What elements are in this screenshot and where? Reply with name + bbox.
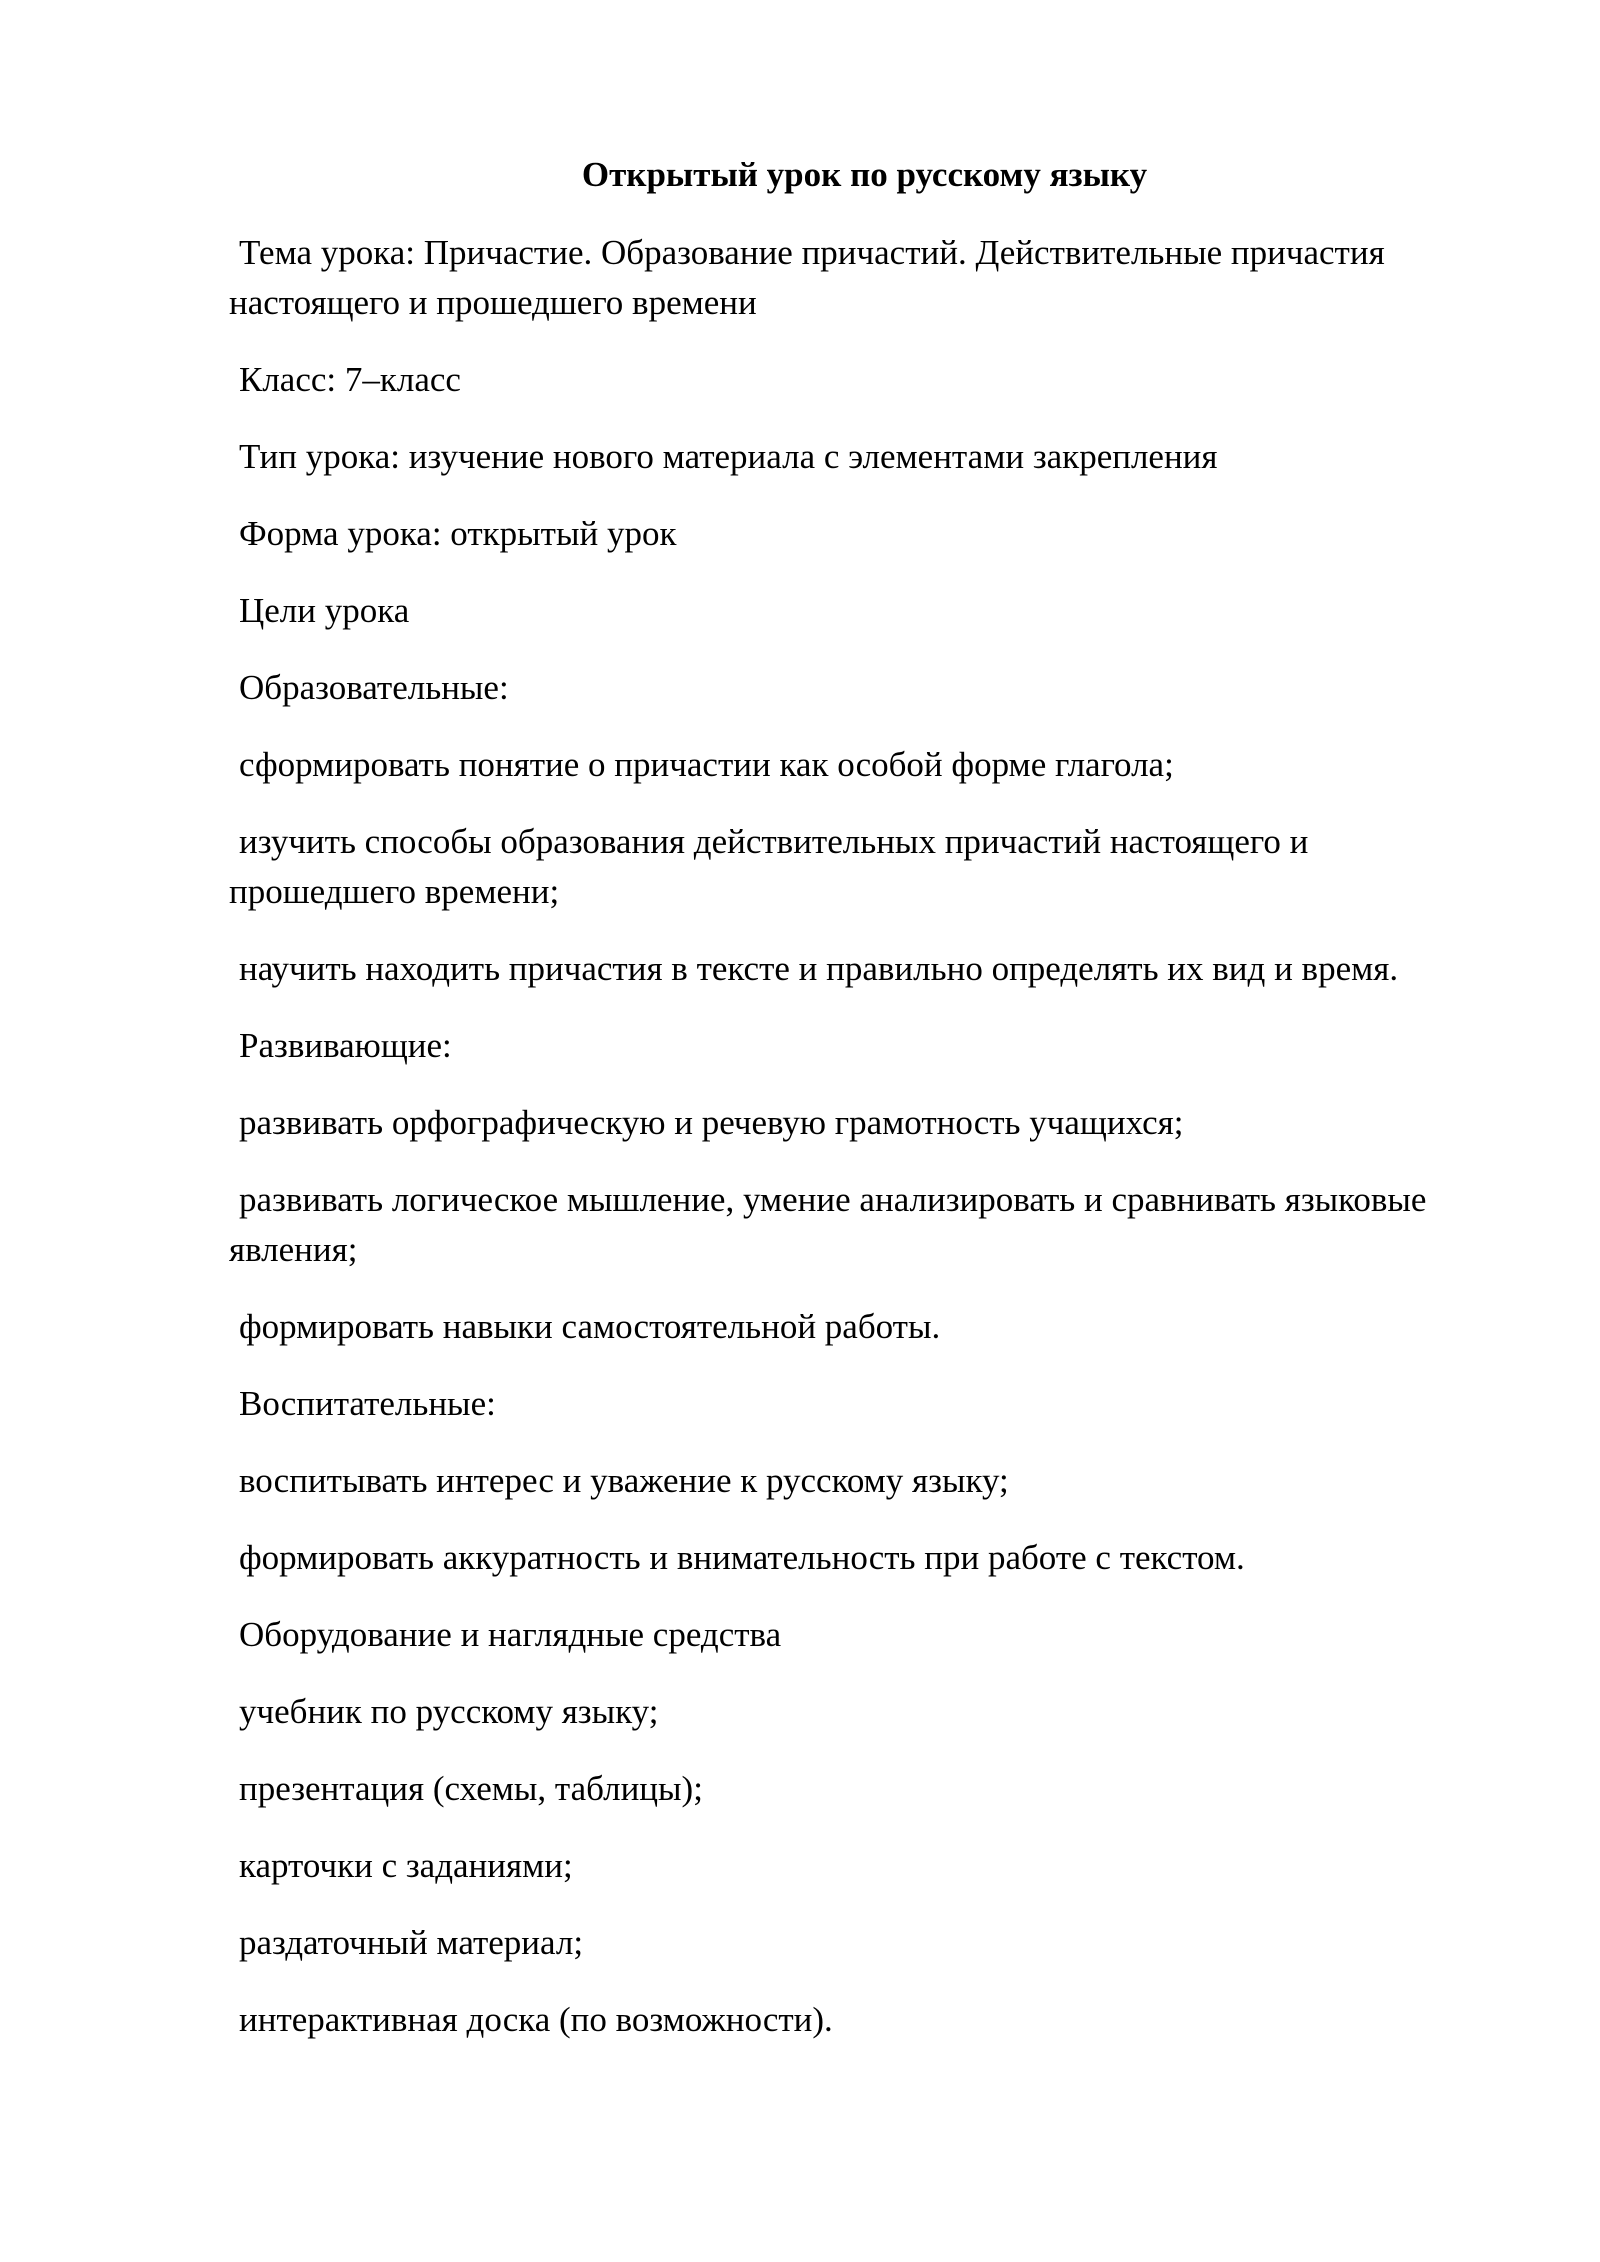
list-item: карточки с заданиями; (239, 1846, 573, 1885)
list-item: учебник по русскому языку; (239, 1692, 659, 1731)
document-title: Открытый урок по русскому языку (581, 155, 1148, 194)
list-item: раздаточный материал; (239, 1923, 584, 1962)
section-heading-goals: Цели урока (239, 591, 410, 630)
list-item: интерактивная доска (по возможности). (239, 2000, 833, 2039)
list-item: воспитывать интерес и уважение к русскому языку; (239, 1461, 1009, 1500)
list-item: сформировать понятие о причастии как особой форме глагола; (239, 745, 1174, 784)
lesson-form: Форма урока: открытый урок (239, 514, 677, 553)
list-item: развивать орфографическую и речевую грамотность учащихся; (239, 1103, 1184, 1142)
subsection-heading-educational: Образовательные: (239, 668, 509, 707)
list-item: изучить способы образования действительных причастий настоящего и прошедшего времени; (229, 822, 1309, 911)
lesson-topic: Тема урока: Причастие. Образование причастий. Действительные причастия настоящего и прошедшего времени (229, 233, 1385, 322)
list-item: формировать аккуратность и внимательность при работе с текстом. (239, 1538, 1245, 1577)
list-item: развивать логическое мышление, умение анализировать и сравнивать языковые явления; (229, 1180, 1427, 1269)
lesson-grade: Класс: 7–класс (239, 360, 461, 399)
list-item: формировать навыки самостоятельной работы. (239, 1307, 941, 1346)
subsection-heading-developing: Развивающие: (239, 1026, 452, 1065)
list-item: научить находить причастия в тексте и правильно определять их вид и время. (239, 949, 1399, 988)
section-heading-equipment: Оборудование и наглядные средства (239, 1615, 782, 1654)
lesson-type: Тип урока: изучение нового материала с элементами закрепления (239, 437, 1218, 476)
document-body (229, 150, 1500, 2072)
list-item: презентация (схемы, таблицы); (239, 1769, 703, 1808)
subsection-heading-educational-upbringing: Воспитательные: (239, 1384, 496, 1423)
